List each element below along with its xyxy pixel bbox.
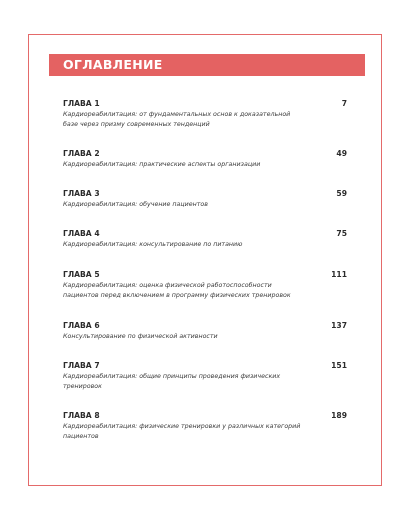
toc-entry-chapter-7[interactable] <box>63 361 347 391</box>
chapter-description: Кардиореабилитация: консультирование по питанию <box>63 241 243 248</box>
chapter-description: Консультирование по физической активности <box>63 333 218 340</box>
chapter-description: Кардиореабилитация: общие принципы проведения физических тренировок <box>63 373 281 390</box>
chapter-title: ГЛАВА 6 <box>63 321 100 330</box>
toc-entry-chapter-1[interactable] <box>63 99 347 129</box>
chapter-title: ГЛАВА 2 <box>63 149 100 158</box>
toc-entry-chapter-2[interactable] <box>63 149 347 170</box>
toc-entry-chapter-6[interactable] <box>63 321 347 342</box>
chapter-page-number: 49 <box>336 149 347 158</box>
chapter-description: Кардиореабилитация: практические аспекты организации <box>63 161 261 168</box>
chapter-description: Кардиореабилитация: оценка физической работоспособности пациентов перед включением в программу физических тренировок <box>63 282 291 299</box>
page-title: ОГЛАВЛЕНИЕ <box>63 57 163 72</box>
chapter-title: ГЛАВА 1 <box>63 99 100 108</box>
toc-header-banner <box>49 54 365 76</box>
chapter-page-number: 75 <box>336 229 347 238</box>
chapter-title: ГЛАВА 7 <box>63 361 100 370</box>
toc-entry-chapter-3[interactable] <box>63 189 347 210</box>
chapter-description: Кардиореабилитация: физические тренировки у различных категорий пациентов <box>63 423 301 440</box>
chapter-description: Кардиореабилитация: от фундаментальных основ к доказательной базе через призму современных тенденций <box>63 111 291 128</box>
toc-entry-chapter-8[interactable] <box>63 411 347 441</box>
chapter-page-number: 7 <box>341 99 347 108</box>
chapter-title: ГЛАВА 4 <box>63 229 100 238</box>
chapter-title: ГЛАВА 8 <box>63 411 100 420</box>
chapter-page-number: 111 <box>331 270 347 279</box>
toc-entry-chapter-4[interactable] <box>63 229 347 250</box>
chapter-page-number: 151 <box>331 361 347 370</box>
chapter-title: ГЛАВА 3 <box>63 189 100 198</box>
chapter-page-number: 137 <box>331 321 347 330</box>
chapter-title: ГЛАВА 5 <box>63 270 100 279</box>
chapter-description: Кардиореабилитация: обучение пациентов <box>63 201 208 208</box>
toc-entry-chapter-5[interactable] <box>63 270 347 300</box>
chapter-page-number: 189 <box>331 411 347 420</box>
chapter-page-number: 59 <box>336 189 347 198</box>
